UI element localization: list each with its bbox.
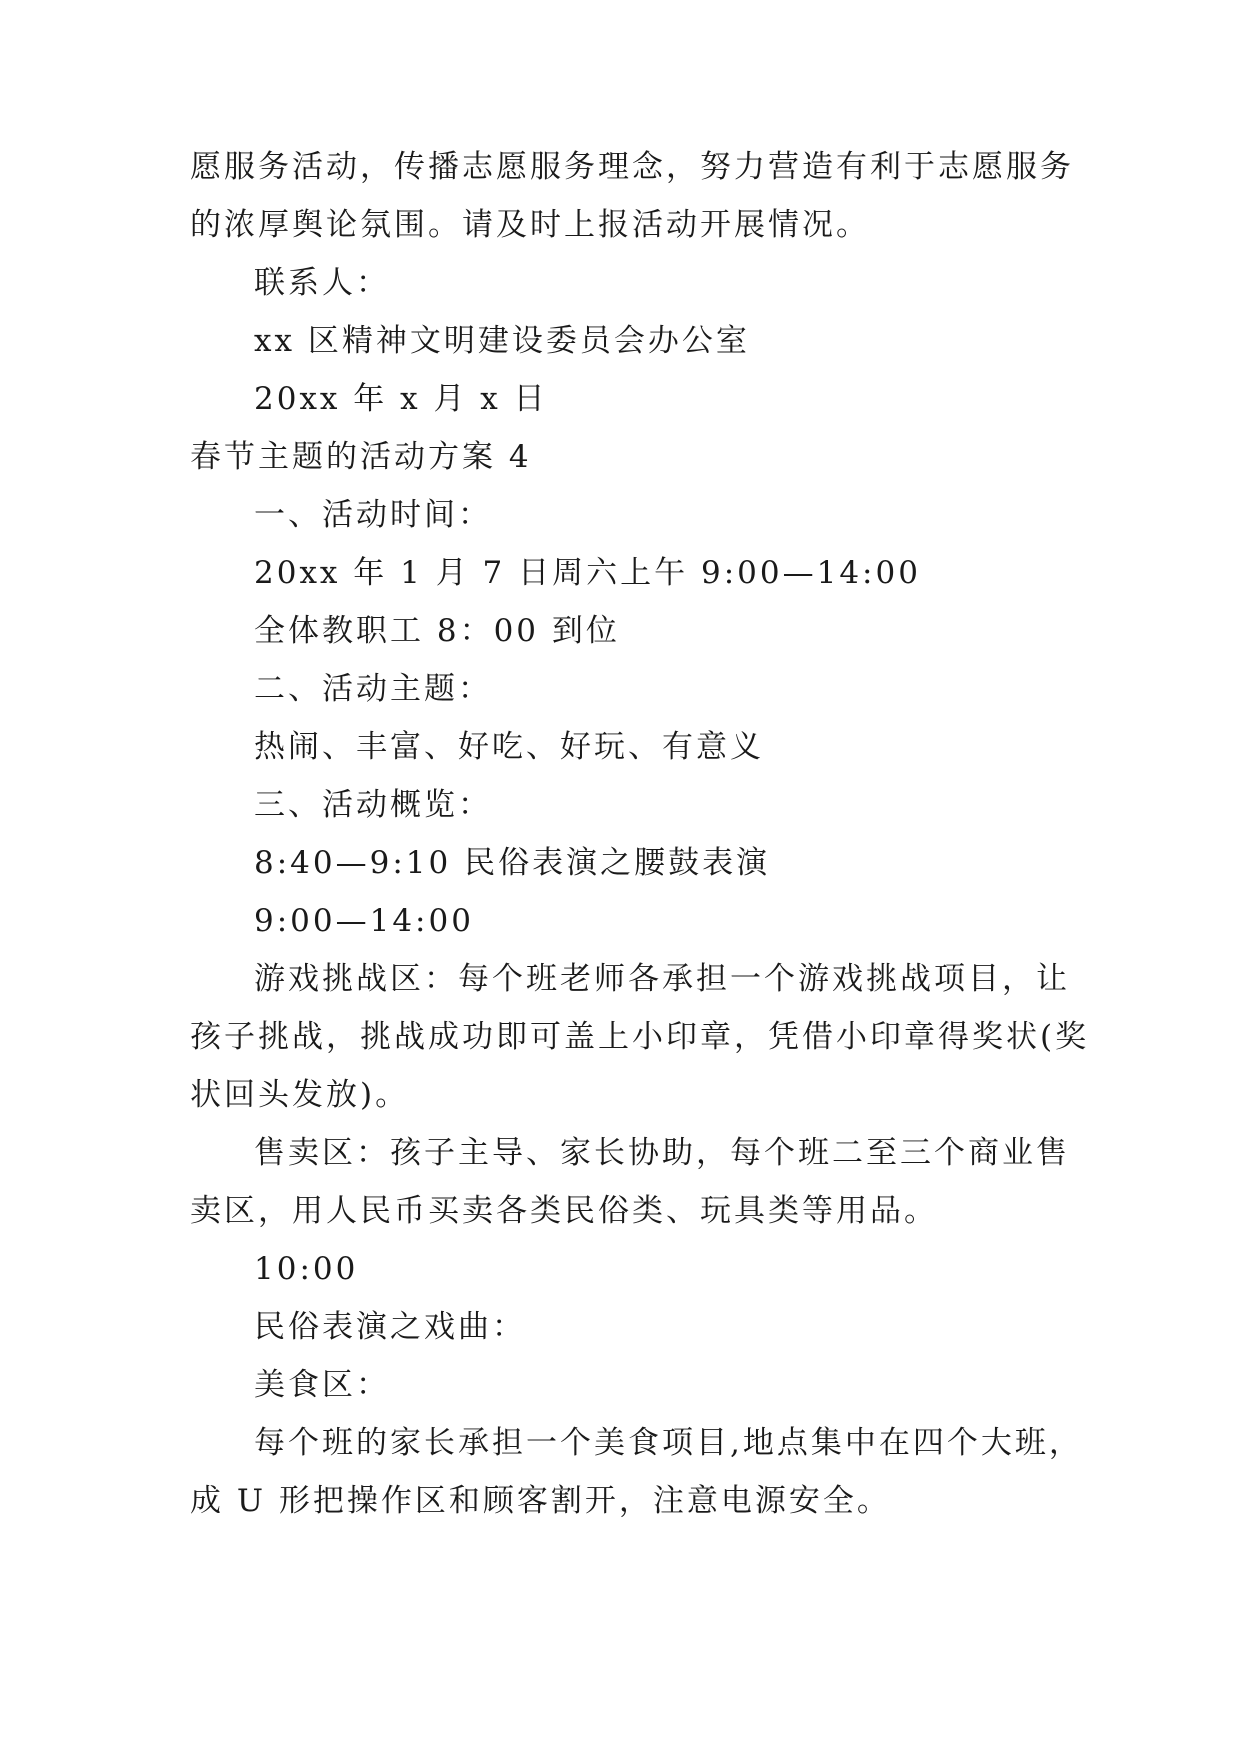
paragraph-line: 美食区： [254, 1367, 390, 1403]
paragraph-line: 卖区，用人民币买卖各类民俗类、玩具类等用品。 [190, 1193, 938, 1229]
contact-label: 联系人： [254, 265, 390, 301]
paragraph-line: 成 U 形把操作区和顾客割开，注意电源安全。 [190, 1483, 891, 1519]
paragraph-line: 20xx 年 1 月 7 日周六上午 9:00—14:00 [254, 555, 921, 591]
paragraph-line: 孩子挑战，挑战成功即可盖上小印章，凭借小印章得奖状(奖 [190, 1019, 1090, 1055]
section-title: 春节主题的活动方案 4 [190, 439, 532, 475]
paragraph-line: 的浓厚舆论氛围。请及时上报活动开展情况。 [190, 207, 870, 243]
paragraph-line: 10:00 [254, 1251, 359, 1287]
paragraph-line: 9:00—14:00 [254, 903, 474, 939]
paragraph-line: 热闹、丰富、好吃、好玩、有意义 [254, 729, 764, 765]
paragraph-line: 状回头发放)。 [190, 1077, 410, 1113]
paragraph-line: 8:40—9:10 民俗表演之腰鼓表演 [254, 845, 771, 881]
subsection-heading: 三、活动概览： [254, 787, 492, 823]
subsection-heading: 一、活动时间： [254, 497, 492, 533]
paragraph-line: 愿服务活动，传播志愿服务理念，努力营造有利于志愿服务 [190, 149, 1074, 185]
subsection-heading: 二、活动主题： [254, 671, 492, 707]
paragraph-line: 每个班的家长承担一个美食项目,地点集中在四个大班， [254, 1425, 1083, 1461]
paragraph-line: 全体教职工 8：00 到位 [254, 613, 620, 649]
document-date: 20xx 年 x 月 x 日 [254, 381, 548, 417]
paragraph-line: 民俗表演之戏曲： [254, 1309, 526, 1345]
paragraph-line: 售卖区：孩子主导、家长协助，每个班二至三个商业售 [254, 1135, 1070, 1171]
paragraph-line: 游戏挑战区：每个班老师各承担一个游戏挑战项目，让 [254, 961, 1070, 997]
organization-name: xx 区精神文明建设委员会办公室 [254, 323, 750, 359]
